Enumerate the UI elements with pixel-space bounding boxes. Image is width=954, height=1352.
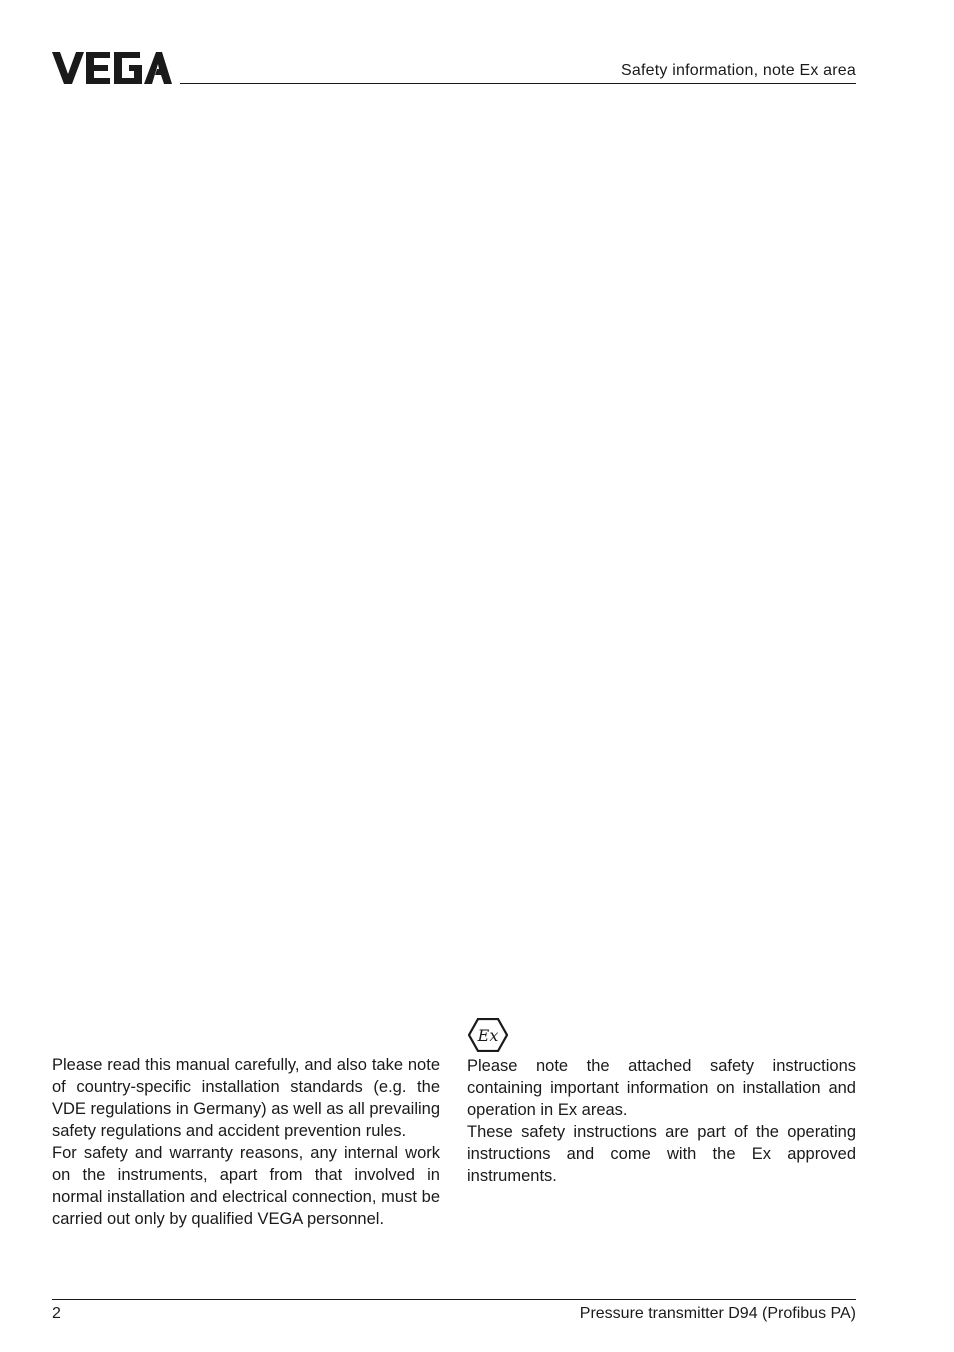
right-paragraph-1: Please note the attached safety instructions containing important information on installation and operation in Ex areas. — [467, 1057, 856, 1119]
left-paragraph-2: For safety and warranty reasons, any internal work on the instruments, apart from that involved in normal installation and electrical connection, must be carried out only by qualified VEGA personnel. — [52, 1144, 440, 1228]
ex-hazard-icon — [468, 1018, 508, 1052]
ex-icon-label: Ex — [477, 1026, 499, 1045]
right-paragraph-2: These safety instructions are part of the operating instructions and come with the Ex approved instruments. — [467, 1123, 856, 1185]
footer-rule — [52, 1299, 856, 1300]
left-paragraph-1: Please read this manual carefully, and also take note of country-specific installation standards (e.g. the VDE regulations in Germany) as well as all prevailing safety regulations and accident prevention rules. — [52, 1056, 440, 1140]
right-column — [467, 1055, 856, 1187]
header-rule — [180, 83, 856, 84]
vega-logo — [52, 52, 172, 84]
left-column — [52, 1054, 440, 1230]
page-number: 2 — [52, 1305, 61, 1322]
footer-title: Pressure transmitter D94 (Profibus PA) — [579, 1305, 856, 1322]
header-title: Safety information, note Ex area — [621, 62, 856, 79]
